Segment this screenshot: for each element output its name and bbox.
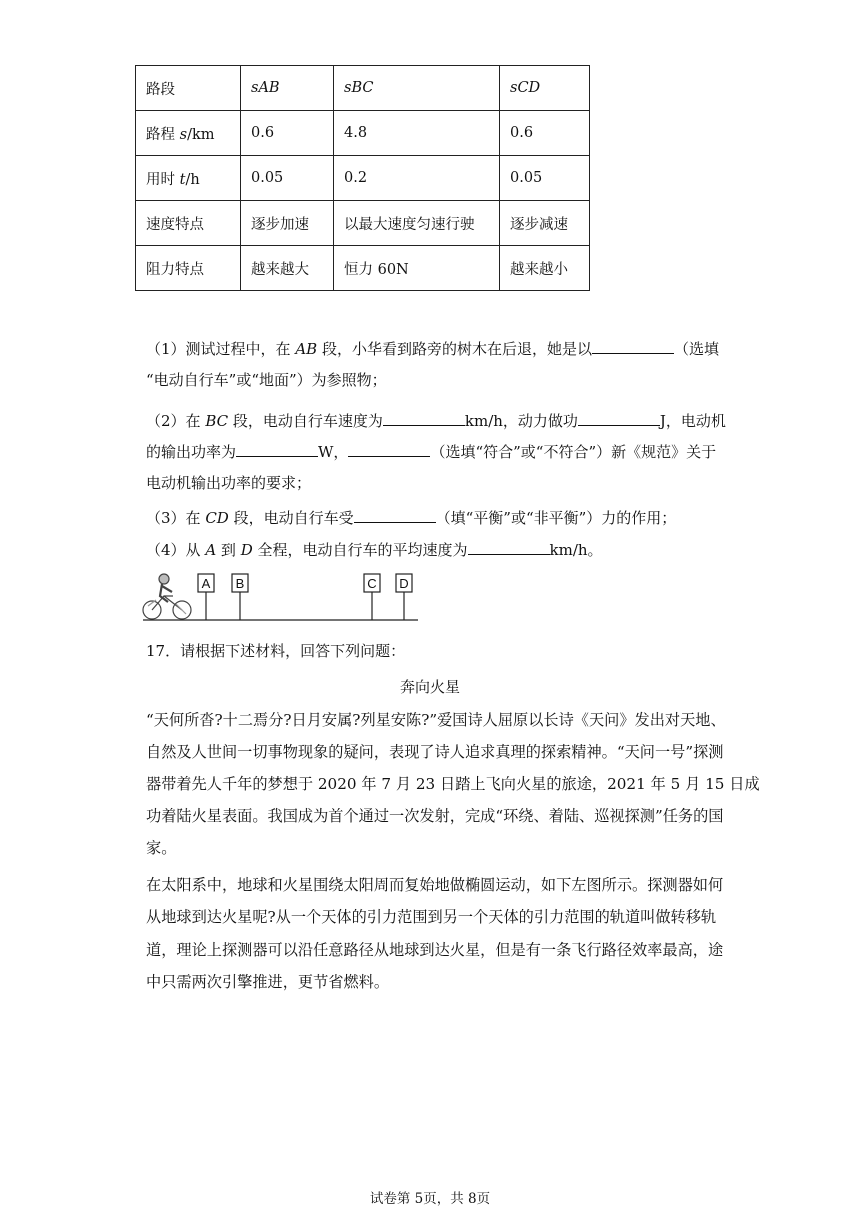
table-header-row [136,66,590,111]
q4-answer-blank[interactable] [468,540,550,555]
q2-power-blank[interactable] [236,442,318,457]
q3-var: CD [205,509,229,527]
passage-p2-line: 从地球到达火星呢?从一个天体的引力范围到另一个天体的引力范围的轨道叫做转移轨 [146,908,717,926]
passage-p1-line: 器带着先人千年的梦想于 2020 年 7 月 23 日踏上飞向火星的旅途，2021 年 5 月 15 日成 [146,775,760,793]
question-3-line [146,507,676,528]
q2-text: （2）在 [146,412,206,430]
table-cell: sAB [241,66,334,111]
table-row [136,201,590,246]
passage-title: 奔向火星 [399,678,460,696]
question-4-line [146,539,603,560]
table-cell [136,156,241,201]
q2-text: （选填“符合”或“不符合”）新《规范》关于 [430,443,717,461]
table-row [136,246,590,291]
row-label-var: s [179,126,188,143]
q2-text: 段，电动自行车速度为 [228,412,383,430]
q4-var: D [240,541,253,559]
row-label-var: t [179,171,186,188]
table-cell: 速度特点 [136,201,241,246]
q4-text: 全程，电动自行车的平均速度为 [252,541,468,559]
marker-label: C [367,576,377,591]
marker-b [232,574,248,620]
passage-p2-line: 道，理论上探测器可以沿任意路径从地球到达火星，但是有一条飞行路径效率最高，途 [146,941,724,959]
q3-text: （3）在 [146,509,206,527]
passage-p1-line: “天何所沓?十二焉分?日月安属?列星安陈?”爱国诗人屈原以长诗《天问》发出对天地、 [146,711,726,729]
q2-text: 的输出功率为 [146,443,237,461]
passage-p2-line: 在太阳系中，地球和火星围绕太阳周而复始地做椭圆运动，如下左图所示。探测器如何 [146,876,724,894]
q4-text: （4）从 [146,541,206,559]
table-row [136,156,590,201]
marker-label: A [201,576,211,591]
marker-a [198,574,214,620]
table-cell: 越来越大 [241,246,334,291]
table-cell: 越来越小 [500,246,590,291]
table-cell: 0.05 [241,156,334,201]
marker-label: D [399,576,409,591]
q4-text: 到 [216,541,241,559]
row-label: 路程 [146,126,180,143]
q3-text: 段，电动自行车受 [228,509,354,527]
page-footer: 试卷第 5页，共 8页 [369,1191,491,1207]
q2-text: km/h，动力做功 [464,412,578,430]
table-cell: 4.8 [334,111,500,156]
q1-text: （1）测试过程中，在 [146,340,296,358]
table-cell: 0.2 [334,156,500,201]
q1-text: 段，小华看到路旁的树木在后退，她是以 [317,340,592,358]
question-1-line-2: “电动自行车”或“地面”）为参照物； [146,371,387,389]
question-2-line-3: 电动机输出功率的要求； [146,474,312,492]
cyclist-icon [143,574,191,619]
q2-var: BC [205,412,229,430]
passage-p1-line: 自然及人世间一切事物现象的疑问，表现了诗人追求真理的探索精神。“天问一号”探测 [146,743,724,761]
table-cell: 0.05 [500,156,590,201]
q4-var: A [205,541,217,559]
question-2-line-1 [146,410,726,431]
question-2-line-2 [146,441,716,462]
q3-answer-blank[interactable] [354,508,436,523]
q2-text: J，电动机 [659,412,726,430]
marker-d [396,574,412,620]
q2-compliance-blank[interactable] [348,442,430,457]
table-row [136,111,590,156]
data-table [135,65,590,291]
road-diagram [140,570,420,624]
passage-p2-line: 中只需两次引擎推进，更节省燃料。 [146,973,389,991]
table-cell: 恒力 60N [334,246,500,291]
row-label-unit: /km [187,126,215,143]
q4-text: km/h。 [549,541,603,559]
q2-speed-blank[interactable] [383,411,465,426]
marker-label: B [235,576,245,591]
q3-text: （填“平衡”或“非平衡”）力的作用； [435,509,677,527]
q1-text: （选填 [673,340,719,358]
table-cell: 阻力特点 [136,246,241,291]
table-cell: 以最大速度匀速行驶 [334,201,500,246]
q1-var: AB [295,340,318,358]
table-cell: 0.6 [241,111,334,156]
question-17-intro: 17．请根据下述材料，回答下列问题： [146,642,406,660]
question-1-line-1 [146,338,719,359]
passage-p1-line: 功着陆火星表面。我国成为首个通过一次发射，完成“环绕、着陆、巡视探测”任务的国 [146,807,724,825]
table-cell: 逐步减速 [500,201,590,246]
table-cell: 逐步加速 [241,201,334,246]
passage-p1-line: 家。 [146,839,177,857]
table-cell: sCD [500,66,590,111]
table-cell: sBC [334,66,500,111]
table-cell: 0.6 [500,111,590,156]
table-cell [136,111,241,156]
q2-text: W， [318,443,349,461]
table-cell: 路段 [136,66,241,111]
q2-work-blank[interactable] [578,411,660,426]
marker-c [364,574,380,620]
row-label-unit: /h [185,171,200,188]
q1-answer-blank[interactable] [592,339,674,354]
row-label: 用时 [146,171,180,188]
